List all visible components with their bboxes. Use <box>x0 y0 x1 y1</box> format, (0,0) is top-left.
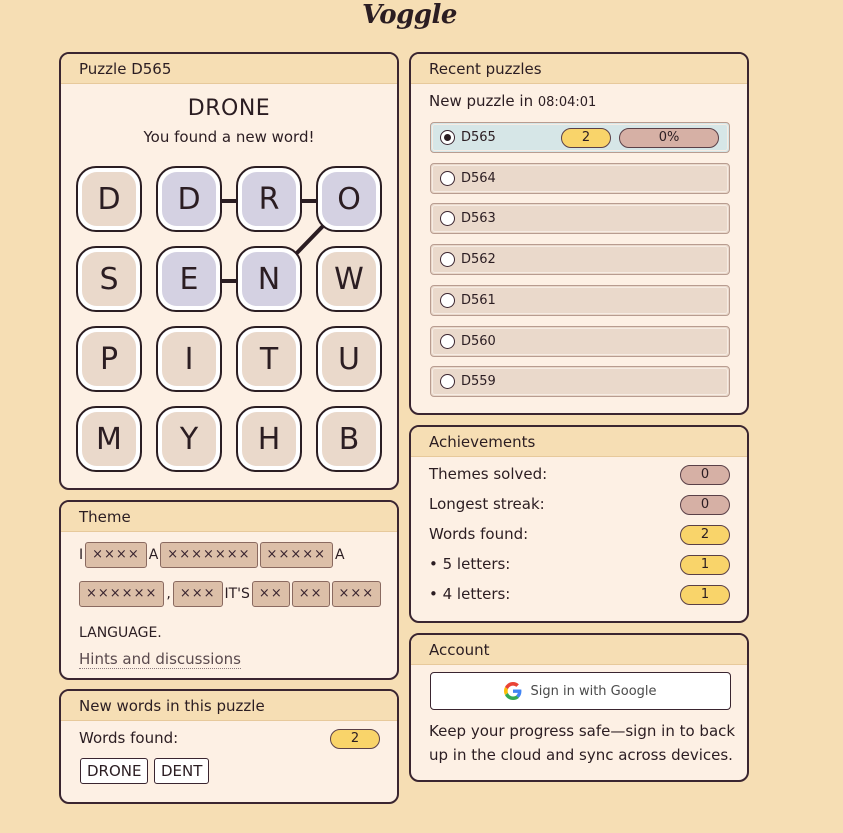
signin-label: Sign in with Google <box>530 683 657 699</box>
found-message: You found a new word! <box>143 128 315 146</box>
puzzle-row-d560[interactable] <box>430 326 730 357</box>
found-count-badge: 2 <box>561 128 611 148</box>
achievement-value: 0 <box>680 465 730 485</box>
tile-letter: U <box>322 332 376 386</box>
puzzle-id: D560 <box>461 333 496 349</box>
letter-tile[interactable] <box>76 246 142 312</box>
puzzle-card <box>59 52 399 490</box>
recent-header: Recent puzzles <box>411 54 747 84</box>
radio-button[interactable] <box>440 130 455 145</box>
puzzle-row-d565[interactable] <box>430 122 730 153</box>
radio-button[interactable] <box>440 252 455 267</box>
puzzle-row-d562[interactable] <box>430 244 730 275</box>
countdown <box>429 92 596 110</box>
tile-letter: W <box>322 252 376 306</box>
radio-button[interactable] <box>440 211 455 226</box>
tile-letter: N <box>242 252 296 306</box>
letter-tile[interactable] <box>76 326 142 392</box>
achievement-value: 1 <box>680 555 730 575</box>
tile-letter: O <box>322 172 376 226</box>
theme-word: LANGUAGE. <box>79 625 162 641</box>
found-word: DRONE <box>187 96 271 121</box>
achievement-value: 1 <box>680 585 730 605</box>
radio-button[interactable] <box>440 334 455 349</box>
tile-letter: R <box>242 172 296 226</box>
words-found-count: 2 <box>330 729 380 749</box>
app-logo: Voggle <box>362 0 457 30</box>
masked-word: ××× <box>173 581 223 607</box>
theme-word: , <box>166 586 171 602</box>
achievement-label: • 5 letters: <box>429 555 511 573</box>
letter-tile[interactable] <box>316 326 382 392</box>
google-signin-button[interactable] <box>430 672 731 710</box>
account-description: Keep your progress safe—sign in to back up in the cloud and sync across devices. <box>429 722 736 764</box>
achievements-card <box>409 425 749 623</box>
letter-tile[interactable] <box>316 246 382 312</box>
letter-tile[interactable] <box>236 326 302 392</box>
letter-tile[interactable] <box>316 406 382 472</box>
puzzle-id: D563 <box>461 211 496 227</box>
puzzle-id: D562 <box>461 252 496 268</box>
tile-letter: P <box>82 332 136 386</box>
puzzle-id: D565 <box>461 130 496 145</box>
masked-word: ××× <box>332 581 382 607</box>
puzzle-id: D561 <box>461 292 496 308</box>
new-words-header: New words in this puzzle <box>61 691 397 721</box>
puzzle-row-d563[interactable] <box>430 203 730 234</box>
letter-tile[interactable] <box>76 406 142 472</box>
achievement-value: 2 <box>680 525 730 545</box>
theme-clue <box>79 540 387 657</box>
letter-tile[interactable] <box>316 166 382 232</box>
radio-button[interactable] <box>440 293 455 308</box>
tile-letter: B <box>322 412 376 466</box>
achievement-value: 0 <box>680 495 730 515</box>
masked-word: ×××× <box>85 542 147 568</box>
achievement-label: • 4 letters: <box>429 585 511 603</box>
puzzle-id: D559 <box>461 374 496 390</box>
masked-word: ××××× <box>260 542 333 568</box>
tile-letter: S <box>82 252 136 306</box>
tile-letter: E <box>162 252 216 306</box>
letter-tile[interactable] <box>156 326 222 392</box>
tile-letter: Y <box>162 412 216 466</box>
theme-word: A <box>335 547 345 563</box>
progress-badge: 0% <box>619 128 719 148</box>
achievement-label: Longest streak: <box>429 495 545 513</box>
letter-tile[interactable] <box>76 166 142 232</box>
tile-letter: T <box>242 332 296 386</box>
new-words-card <box>59 689 399 804</box>
theme-word: I <box>79 547 84 563</box>
letter-tile[interactable] <box>156 166 222 232</box>
recent-puzzles-card <box>409 52 749 415</box>
theme-word: IT'S <box>224 586 250 602</box>
letter-tile[interactable] <box>156 406 222 472</box>
theme-card <box>59 500 399 680</box>
puzzle-id: D564 <box>461 170 496 186</box>
countdown-time: 08:04:01 <box>537 95 597 110</box>
achievement-label: Themes solved: <box>429 465 548 483</box>
puzzle-row-d559[interactable] <box>430 366 730 397</box>
theme-header: Theme <box>61 502 397 532</box>
tile-letter: D <box>82 172 136 226</box>
account-header: Account <box>411 635 747 665</box>
achievements-header: Achievements <box>411 427 747 457</box>
word-chip[interactable]: DENT <box>154 758 209 784</box>
achievement-label: Words found: <box>429 525 529 543</box>
masked-word: ×× <box>292 581 330 607</box>
account-card <box>409 633 749 782</box>
words-found-label: Words found: <box>79 729 179 747</box>
letter-tile[interactable] <box>236 166 302 232</box>
theme-word: A <box>148 547 159 563</box>
masked-word: ×× <box>252 581 290 607</box>
radio-button[interactable] <box>440 171 455 186</box>
masked-word: ××××××× <box>160 542 257 568</box>
word-chip[interactable]: DRONE <box>80 758 148 784</box>
tile-letter: I <box>162 332 216 386</box>
letter-board <box>61 54 399 490</box>
radio-button[interactable] <box>440 374 455 389</box>
hints-link[interactable]: Hints and discussions <box>79 650 241 668</box>
tile-letter: D <box>162 172 216 226</box>
masked-word: ×××××× <box>79 581 164 607</box>
letter-tile[interactable] <box>236 246 302 312</box>
puzzle-header: Puzzle D565 <box>61 54 397 84</box>
countdown-label: New puzzle in <box>429 92 534 110</box>
google-icon <box>504 682 522 700</box>
tile-letter: M <box>82 412 136 466</box>
letter-tile[interactable] <box>156 246 222 312</box>
puzzle-row-d561[interactable] <box>430 285 730 316</box>
puzzle-row-d564[interactable] <box>430 163 730 194</box>
tile-letter: H <box>242 412 296 466</box>
letter-tile[interactable] <box>236 406 302 472</box>
